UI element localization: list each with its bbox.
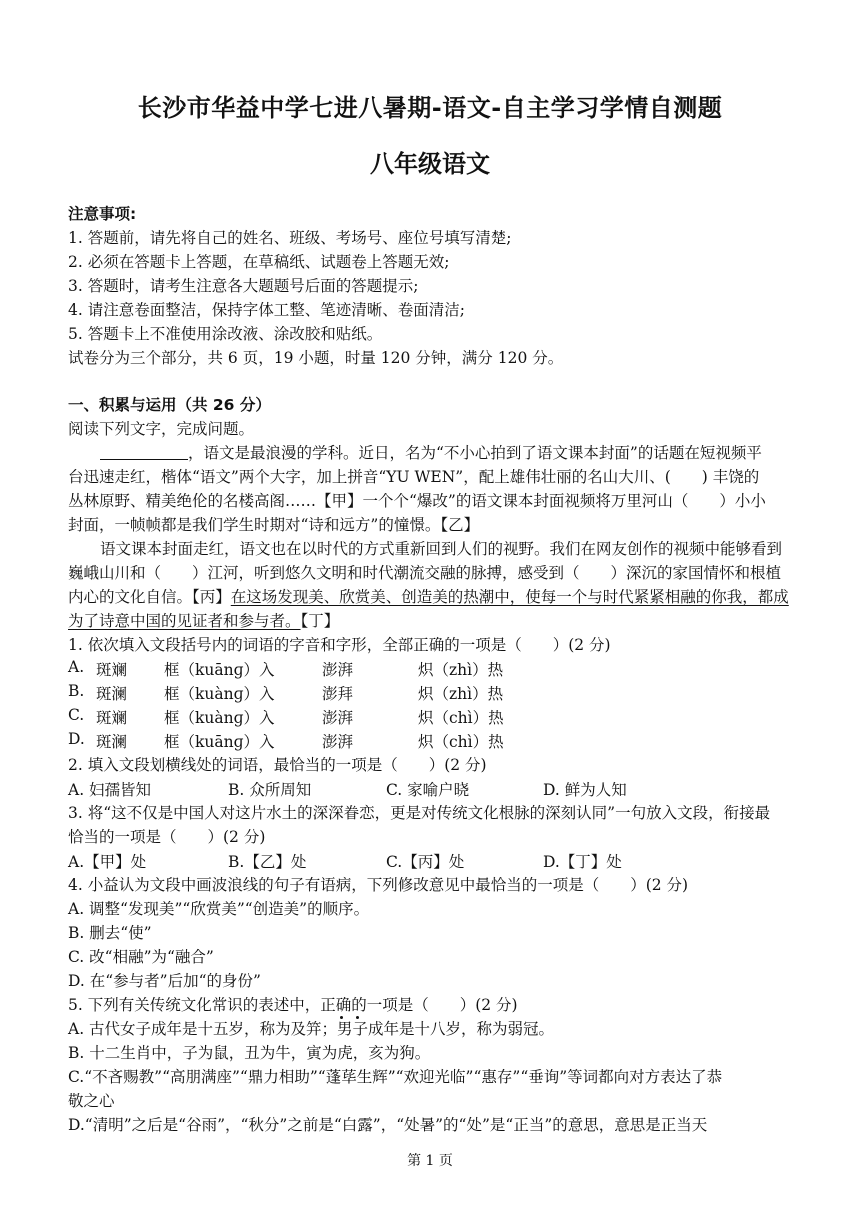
notice-item: 2. 必须在答题卡上答题，在草稿纸、试题卷上答题无效; xyxy=(68,253,450,271)
option-cell: 斑澜 xyxy=(96,685,128,703)
option: C.【丙】处 xyxy=(386,853,465,871)
section-heading: 一、积累与运用（共 26 分） xyxy=(68,396,271,414)
option-label: D. xyxy=(68,730,85,748)
passage-line-4: 封面，一帧帧都是我们学生时期对“诗和远方”的憧憬。【乙】 xyxy=(68,516,480,534)
option-cell: 澎拜 xyxy=(322,685,354,703)
passage-line-6: 巍峨山川和（ ）江河，听到悠久文明和时代潮流交融的脉搏，感受到（ ）深沉的家国情怀和根植 xyxy=(68,564,782,582)
option: A. 妇孺皆知 xyxy=(68,781,152,799)
option-cell: 炽（zhì）热 xyxy=(418,661,504,679)
notice-item: 1. 答题前，请先将自己的姓名、班级、考场号、座位号填写清楚; xyxy=(68,229,512,247)
option-cell: 斑澜 xyxy=(96,733,128,751)
option-cell: 澎湃 xyxy=(322,661,354,679)
option: D.“清明”之后是“谷雨”，“秋分”之前是“白露”，“处暑”的“处”是“正当”的意思，意思是正当天 xyxy=(68,1116,708,1134)
option: A. 古代女子成年是十五岁，称为及笄；男子成年是十八岁，称为弱冠。 xyxy=(68,1020,555,1038)
reading-instruction: 阅读下列文字，完成问题。 xyxy=(68,420,255,438)
exam-title: 长沙市华益中学七进八暑期-语文-自主学习学情自测题 xyxy=(137,94,723,122)
option-cell: 炽（zhì）热 xyxy=(418,685,504,703)
option: D. 在“参与者”后加“的身份” xyxy=(68,972,261,990)
question-5-stem: 5. 下列有关传统文化常识的表述中，正确的一项是（ ）(2 分) xyxy=(68,996,518,1014)
notice-heading: 注意事项: xyxy=(68,205,137,223)
passage-line-8: 为了诗意中国的见证者和参与者。【丁】 xyxy=(68,612,340,630)
notice-item: 4. 请注意卷面整洁，保持字体工整、笔迹清晰、卷面清洁; xyxy=(68,301,465,319)
option: C. 家喻户晓 xyxy=(386,781,470,799)
wavy-underlined-sentence-end: 为了诗意中国的见证者和参与者。 xyxy=(68,612,301,630)
passage-line-3: 丛林原野、精美绝伦的名楼高阁……【甲】一个个“爆改”的语文课本封面视频将万里河山（ ）小小 xyxy=(68,492,766,510)
question-3-stem-cont: 恰当的一项是（ ）(2 分) xyxy=(68,828,266,846)
option: A.【甲】处 xyxy=(68,853,147,871)
passage-line-7: 内心的文化自信。【丙】在这场发现美、欣赏美、创造美的热潮中，使每一个与时代紧紧相融的你我，都成 xyxy=(68,588,789,606)
option-cell: 炽（chì）热 xyxy=(418,733,504,751)
passage-line-5: 语文课本封面走红，语文也在以时代的方式重新回到人们的视野。我们在网友创作的视频中能够看到 xyxy=(100,540,783,558)
option-label: A. xyxy=(68,658,85,676)
option-cell: 斑斓 xyxy=(96,661,128,679)
exam-summary: 试卷分为三个部分，共 6 页，19 小题，时量 120 分钟，满分 120 分。 xyxy=(68,349,564,367)
option-cell: 框（kuànɡ）入 xyxy=(164,685,275,703)
option: D. 鲜为人知 xyxy=(543,781,627,799)
question-1-stem: 1. 依次填入文段括号内的词语的字音和字形，全部正确的一项是（ ）(2 分) xyxy=(68,636,611,654)
option-cell: 框（kuānɡ）入 xyxy=(164,733,275,751)
passage-line-1: ，语文是最浪漫的学科。近日，名为“不小心拍到了语文课本封面”的话题在短视频平 xyxy=(100,442,762,464)
option: C. 改“相融”为“融合” xyxy=(68,948,214,966)
option-cell: 澎湃 xyxy=(322,709,354,727)
option-cell: 斑斓 xyxy=(96,709,128,727)
option-label: B. xyxy=(68,682,85,700)
question-2-stem: 2. 填入文段划横线处的词语，最恰当的一项是（ ）(2 分) xyxy=(68,756,487,774)
option: B.【乙】处 xyxy=(228,853,307,871)
question-4-stem: 4. 小益认为文段中画波浪线的句子有语病，下列修改意见中最恰当的一项是（ ）(2 分) xyxy=(68,876,689,894)
option-label: C. xyxy=(68,706,85,724)
passage-line-2: 台迅速走红，楷体“语文”两个大字，加上拼音“YU WEN”，配上雄伟壮丽的名山大川、( ) 丰饶的 xyxy=(68,468,760,486)
option: D.【丁】处 xyxy=(543,853,622,871)
option-cell: 框（kuānɡ）入 xyxy=(164,661,275,679)
fill-blank xyxy=(100,443,188,460)
option-continuation: 敬之心 xyxy=(68,1092,115,1110)
option: B. 十二生肖中，子为鼠，丑为牛，寅为虎，亥为狗。 xyxy=(68,1044,431,1062)
notice-item: 3. 答题时，请考生注意各大题题号后面的答题提示; xyxy=(68,277,419,295)
option: C.“不吝赐教”“高朋满座”“鼎力相助”“蓬荜生辉”“欢迎光临”“惠存”“垂询”等词都向对方表达了恭 xyxy=(68,1068,723,1086)
question-3-stem: 3. 将“这不仅是中国人对这片水土的深深眷恋，更是对传统文化根脉的深刻认同”一句放入文段，衔接最 xyxy=(68,804,771,822)
notice-item: 5. 答题卡上不准使用涂改液、涂改胶和贴纸。 xyxy=(68,325,383,343)
option-cell: 炽（chì）热 xyxy=(418,709,504,727)
option: B. 删去“使” xyxy=(68,924,152,942)
option: B. 众所周知 xyxy=(228,781,312,799)
exam-subtitle: 八年级语文 xyxy=(370,150,490,178)
option: A. 调整“发现美”“欣赏美”“创造美”的顺序。 xyxy=(68,900,370,918)
option-cell: 框（kuànɡ）入 xyxy=(164,709,275,727)
wavy-underlined-sentence: 在这场发现美、欣赏美、创造美的热潮中，使每一个与时代紧紧相融的你我，都成 xyxy=(230,588,789,606)
option-cell: 澎湃 xyxy=(322,733,354,751)
page-number: 第 1 页 xyxy=(407,1153,453,1169)
